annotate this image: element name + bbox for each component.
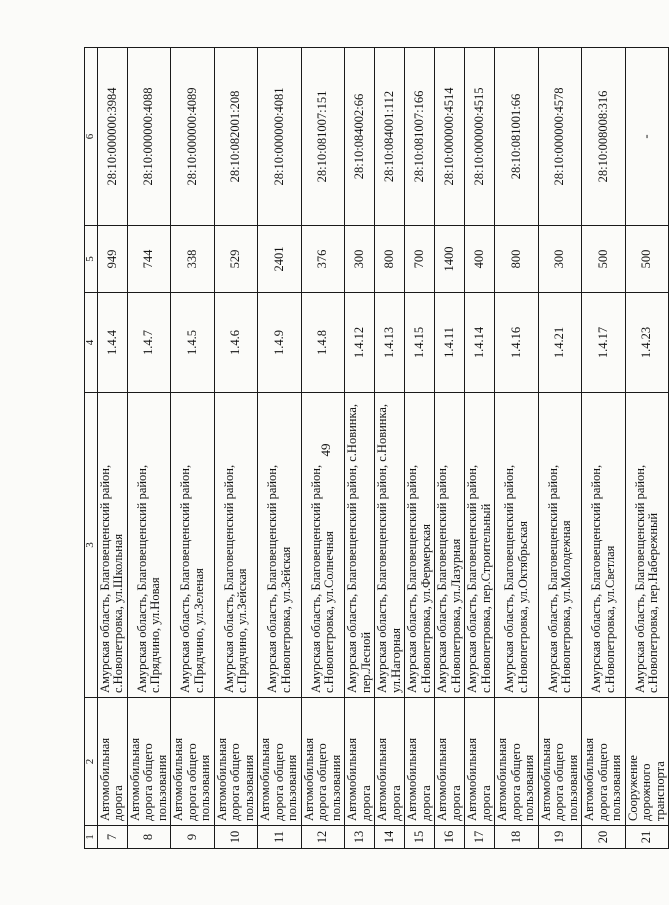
cadastral-number: 28:10:084001:112 xyxy=(375,48,405,226)
length-value: 529 xyxy=(214,226,258,293)
object-address: Амурская область, Благовещенский район, с.Новопетровка, ул.Зейская xyxy=(258,393,302,698)
length-value: 300 xyxy=(345,226,375,293)
table-row xyxy=(127,48,171,849)
length-value: 949 xyxy=(97,226,127,293)
length-value: 500 xyxy=(625,226,669,293)
table-row xyxy=(375,48,405,849)
table-row xyxy=(97,48,127,849)
page-number: 49 xyxy=(318,443,333,457)
column-header: 1 xyxy=(85,826,98,849)
cadastral-number: 28:10:000000:4578 xyxy=(538,48,582,226)
cadastral-number: 28:10:008008:316 xyxy=(582,48,626,226)
row-number: 14 xyxy=(375,826,405,849)
table-row xyxy=(625,48,669,849)
row-number: 13 xyxy=(345,826,375,849)
registry-code: 1.4.23 xyxy=(625,293,669,393)
length-value: 800 xyxy=(495,226,539,293)
registry-code: 1.4.4 xyxy=(97,293,127,393)
object-name: Автомобильная дорога xyxy=(345,698,375,826)
object-name: Автомобильная дорога общего пользования xyxy=(301,698,345,826)
row-number: 11 xyxy=(258,826,302,849)
length-value: 800 xyxy=(375,226,405,293)
table-row xyxy=(582,48,626,849)
registry-code: 1.4.5 xyxy=(171,293,215,393)
object-name: Автомобильная дорога общего пользования xyxy=(495,698,539,826)
row-number: 10 xyxy=(214,826,258,849)
cadastral-number: 28:10:081007:151 xyxy=(301,48,345,226)
length-value: 400 xyxy=(465,226,495,293)
registry-code: 1.4.21 xyxy=(538,293,582,393)
object-address: Амурская область, Благовещенский район, с.Новинка, ул.Нагорная xyxy=(375,393,405,698)
object-address: Амурская область, Благовещенский район, с.Новинка, пер.Лесной xyxy=(345,393,375,698)
cadastral-number: 28:10:000000:4514 xyxy=(435,48,465,226)
table-row xyxy=(345,48,375,849)
object-address: Амурская область, Благовещенский район, с.Прядчино, ул.Зеленая xyxy=(171,393,215,698)
length-value: 300 xyxy=(538,226,582,293)
cadastral-number: 28:10:084002:66 xyxy=(345,48,375,226)
length-value: 2401 xyxy=(258,226,302,293)
length-value: 1400 xyxy=(435,226,465,293)
row-number: 7 xyxy=(97,826,127,849)
object-address: Амурская область, Благовещенский район, с.Новопетровка, пер.Строительный xyxy=(465,393,495,698)
table-row xyxy=(405,48,435,849)
length-value: 744 xyxy=(127,226,171,293)
column-header: 6 xyxy=(85,48,98,226)
rotated-table-region xyxy=(84,48,667,849)
registry-code: 1.4.14 xyxy=(465,293,495,393)
row-number: 16 xyxy=(435,826,465,849)
registry-code: 1.4.8 xyxy=(301,293,345,393)
row-number: 20 xyxy=(582,826,626,849)
registry-code: 1.4.11 xyxy=(435,293,465,393)
length-value: 500 xyxy=(582,226,626,293)
object-name: Автомобильная дорога общего пользования xyxy=(582,698,626,826)
cadastral-number: 28:10:000000:4089 xyxy=(171,48,215,226)
table-header-row xyxy=(85,48,98,849)
object-name: Автомобильная дорога общего пользования xyxy=(258,698,302,826)
cadastral-number: 28:10:000000:4081 xyxy=(258,48,302,226)
cadastral-number: 28:10:082001:208 xyxy=(214,48,258,226)
object-name: Автомобильная дорога xyxy=(405,698,435,826)
row-number: 17 xyxy=(465,826,495,849)
object-name: Автомобильная дорога общего пользования xyxy=(127,698,171,826)
object-name: Автомобильная дорога xyxy=(97,698,127,826)
cadastral-number: 28:10:081007:166 xyxy=(405,48,435,226)
row-number: 21 xyxy=(625,826,669,849)
object-address: Амурская область, Благовещенский район, с.Новопетровка, ул.Октябрьская xyxy=(495,393,539,698)
table-row xyxy=(538,48,582,849)
row-number: 15 xyxy=(405,826,435,849)
object-address: Амурская область, Благовещенский район, с.Новопетровка, ул.Школьная xyxy=(97,393,127,698)
cadastral-number: 28:10:000000:4088 xyxy=(127,48,171,226)
row-number: 8 xyxy=(127,826,171,849)
cadastral-number: 28:10:000000:3984 xyxy=(97,48,127,226)
column-header: 5 xyxy=(85,226,98,293)
cadastral-number: 28:10:000000:4515 xyxy=(465,48,495,226)
column-header: 3 xyxy=(85,393,98,698)
table-row xyxy=(435,48,465,849)
object-address: Амурская область, Благовещенский район, с.Новопетровка, ул.Молодежная xyxy=(538,393,582,698)
table-row xyxy=(465,48,495,849)
row-number: 9 xyxy=(171,826,215,849)
row-number: 18 xyxy=(495,826,539,849)
object-address: Амурская область, Благовещенский район, с.Новопетровка, ул.Фермерская xyxy=(405,393,435,698)
registry-code: 1.4.17 xyxy=(582,293,626,393)
table-row xyxy=(258,48,302,849)
object-name: Автомобильная дорога общего пользования xyxy=(171,698,215,826)
object-name: Автомобильная дорога xyxy=(465,698,495,826)
object-address: Амурская область, Благовещенский район, с.Новопетровка, пер.Набережный xyxy=(625,393,669,698)
row-number: 19 xyxy=(538,826,582,849)
object-name: Автомобильная дорога общего пользования xyxy=(214,698,258,826)
length-value: 700 xyxy=(405,226,435,293)
registry-code: 1.4.16 xyxy=(495,293,539,393)
object-address: Амурская область, Благовещенский район, с.Новопетровка, ул.Солнечная xyxy=(301,393,345,698)
column-header: 4 xyxy=(85,293,98,393)
object-address: Амурская область, Благовещенский район, с.Новопетровка, ул.Светлая xyxy=(582,393,626,698)
object-address: Амурская область, Благовещенский район, с.Прядчино, ул.Новая xyxy=(127,393,171,698)
length-value: 338 xyxy=(171,226,215,293)
object-name: Автомобильная дорога xyxy=(375,698,405,826)
table-row xyxy=(171,48,215,849)
object-name: Сооружение дорожного транспорта xyxy=(625,698,669,826)
object-name: Автомобильная дорога общего пользования xyxy=(538,698,582,826)
table-row xyxy=(301,48,345,849)
roads-table xyxy=(84,47,669,849)
registry-code: 1.4.7 xyxy=(127,293,171,393)
cadastral-number: - xyxy=(625,48,669,226)
table-row xyxy=(214,48,258,849)
registry-code: 1.4.12 xyxy=(345,293,375,393)
cadastral-number: 28:10:081001:66 xyxy=(495,48,539,226)
registry-code: 1.4.6 xyxy=(214,293,258,393)
object-address: Амурская область, Благовещенский район, с.Прядчино, ул.Зейская xyxy=(214,393,258,698)
object-address: Амурская область, Благовещенский район, с.Новопетровка, ул.Лазурная xyxy=(435,393,465,698)
registry-code: 1.4.15 xyxy=(405,293,435,393)
column-header: 2 xyxy=(85,698,98,826)
registry-code: 1.4.13 xyxy=(375,293,405,393)
row-number: 12 xyxy=(301,826,345,849)
table-row xyxy=(495,48,539,849)
length-value: 376 xyxy=(301,226,345,293)
table-container xyxy=(84,48,667,849)
object-name: Автомобильная дорога xyxy=(435,698,465,826)
registry-code: 1.4.9 xyxy=(258,293,302,393)
